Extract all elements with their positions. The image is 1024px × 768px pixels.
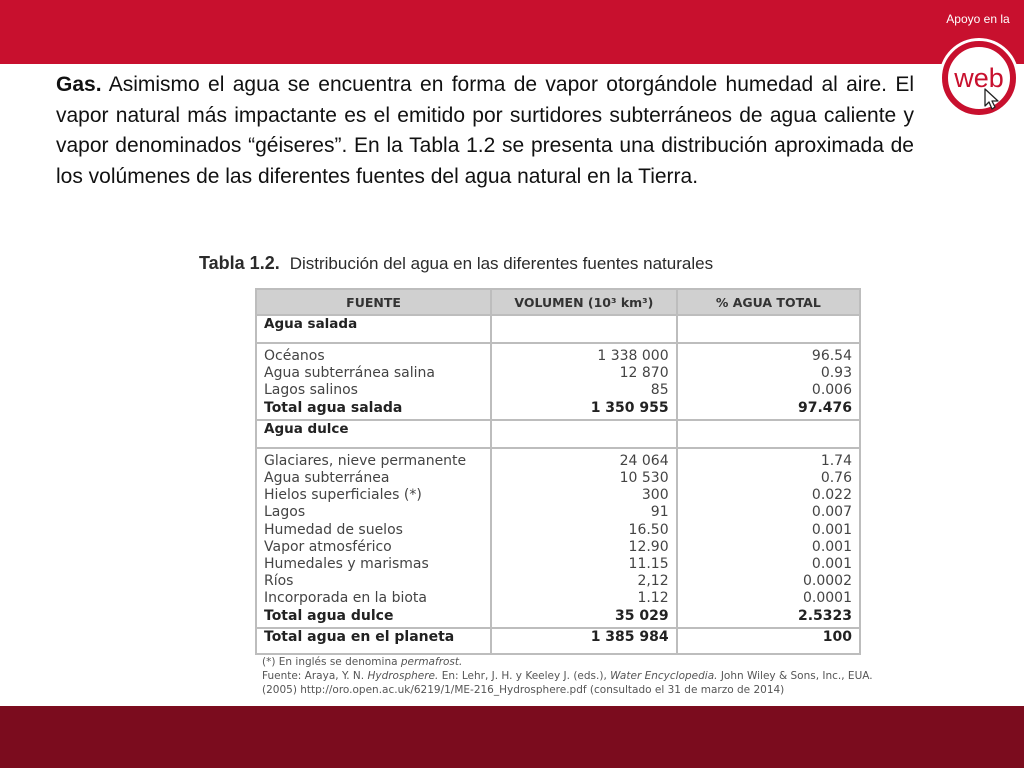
grand-total-row bbox=[256, 628, 860, 654]
total-volume: 1 350 955 bbox=[590, 399, 669, 416]
row-name: Lagos bbox=[264, 504, 306, 521]
row-name: Agua subterránea bbox=[264, 470, 390, 487]
total-volume: 35 029 bbox=[615, 607, 669, 624]
row-volume: 12 870 bbox=[619, 365, 669, 382]
paragraph-text: Asimismo el agua se encuentra en forma de vapor otorgándole humedad al aire. El vapor natural más impactante es el emitido por surtidores subterráneos de agua caliente y vapor denominados “géiseres”. En la Tabla 1.2 se presenta una distribución aproximada de los volúmenes de las diferentes fuentes del agua natural en la Tierra. bbox=[56, 73, 914, 188]
row-percent: 0.006 bbox=[811, 382, 852, 399]
row-percent: 0.0002 bbox=[803, 573, 852, 590]
dulce-data-block bbox=[256, 448, 860, 628]
row-percent: 0.001 bbox=[811, 556, 852, 573]
row-name: Ríos bbox=[264, 573, 294, 590]
total-label: Total agua salada bbox=[264, 399, 403, 416]
row-name: Agua subterránea salina bbox=[264, 365, 435, 382]
row-percent: 1.74 bbox=[820, 452, 852, 469]
row-volume: 85 bbox=[650, 382, 669, 399]
row-percent: 0.76 bbox=[820, 470, 852, 487]
row-volume: 1 338 000 bbox=[597, 348, 669, 364]
row-name: Vapor atmosférico bbox=[264, 538, 392, 555]
table-footnotes bbox=[262, 655, 873, 697]
row-name: Humedad de suelos bbox=[264, 521, 403, 538]
total-label: Total agua dulce bbox=[264, 607, 394, 624]
water-distribution-table bbox=[255, 288, 861, 655]
row-percent: 0.001 bbox=[811, 521, 852, 538]
total-percent: 2.5323 bbox=[797, 607, 852, 624]
row-name: Incorporada en la biota bbox=[264, 590, 427, 607]
row-volume: 24 064 bbox=[619, 452, 669, 469]
web-badge-icon[interactable] bbox=[938, 37, 1020, 119]
grand-total-label: Total agua en el planeta bbox=[256, 628, 491, 654]
header-fuente: FUENTE bbox=[256, 289, 491, 315]
header-porcentaje: % AGUA TOTAL bbox=[677, 289, 860, 315]
section-label-dulce: Agua dulce bbox=[256, 420, 491, 448]
web-badge-label: Apoyo en la bbox=[946, 12, 1010, 26]
row-percent: 0.022 bbox=[811, 487, 852, 504]
section-row-salada bbox=[256, 315, 860, 343]
row-percent: 0.0001 bbox=[803, 590, 852, 607]
paragraph-lead: Gas. bbox=[56, 73, 102, 96]
row-percent: 0.001 bbox=[811, 538, 852, 555]
footer-bar bbox=[0, 706, 1024, 768]
table-header-row bbox=[256, 289, 860, 315]
row-volume: 2,12 bbox=[637, 573, 669, 590]
row-volume: 16.50 bbox=[628, 521, 669, 538]
section-row-dulce bbox=[256, 420, 860, 448]
salada-data-block bbox=[256, 343, 860, 420]
header-volumen: VOLUMEN (10³ km³) bbox=[491, 289, 677, 315]
header-bar bbox=[0, 0, 1024, 64]
section-label-salada: Agua salada bbox=[256, 315, 491, 343]
row-volume: 1.12 bbox=[637, 590, 669, 607]
grand-total-volume: 1 385 984 bbox=[491, 628, 677, 654]
footnote-source: Fuente: Araya, Y. N. Hydrosphere. En: Lehr, J. H. y Keeley J. (eds.), Water Encyclopedia. John Wiley & Sons, Inc., EUA. bbox=[262, 670, 873, 682]
footnote-permafrost: (*) En inglés se denomina permafrost. bbox=[262, 656, 463, 668]
row-name: Hielos superficiales (*) bbox=[264, 487, 422, 504]
row-volume: 91 bbox=[650, 504, 669, 521]
row-percent: 0.007 bbox=[811, 504, 852, 521]
web-badge-text: web bbox=[954, 63, 1004, 93]
footnote-source-url: (2005) http://oro.open.ac.uk/6219/1/ME-216_Hydrosphere.pdf (consultado el 31 de marzo de 2014) bbox=[262, 684, 785, 696]
table-label: Tabla 1.2. bbox=[199, 253, 280, 273]
row-name: Océanos bbox=[264, 348, 325, 364]
row-volume: 12.90 bbox=[628, 538, 669, 555]
table-caption bbox=[199, 253, 713, 274]
row-percent: 0.93 bbox=[820, 365, 852, 382]
row-percent: 96.54 bbox=[811, 348, 852, 364]
table-title: Distribución del agua en las diferentes fuentes naturales bbox=[289, 254, 714, 273]
row-name: Lagos salinos bbox=[264, 382, 358, 399]
row-name: Glaciares, nieve permanente bbox=[264, 452, 467, 469]
intro-paragraph bbox=[56, 70, 914, 192]
row-name: Humedales y marismas bbox=[264, 556, 429, 573]
total-percent: 97.476 bbox=[797, 399, 852, 416]
grand-total-percent: 100 bbox=[677, 628, 860, 654]
row-volume: 10 530 bbox=[619, 470, 669, 487]
row-volume: 11.15 bbox=[628, 556, 669, 573]
row-volume: 300 bbox=[641, 487, 669, 504]
